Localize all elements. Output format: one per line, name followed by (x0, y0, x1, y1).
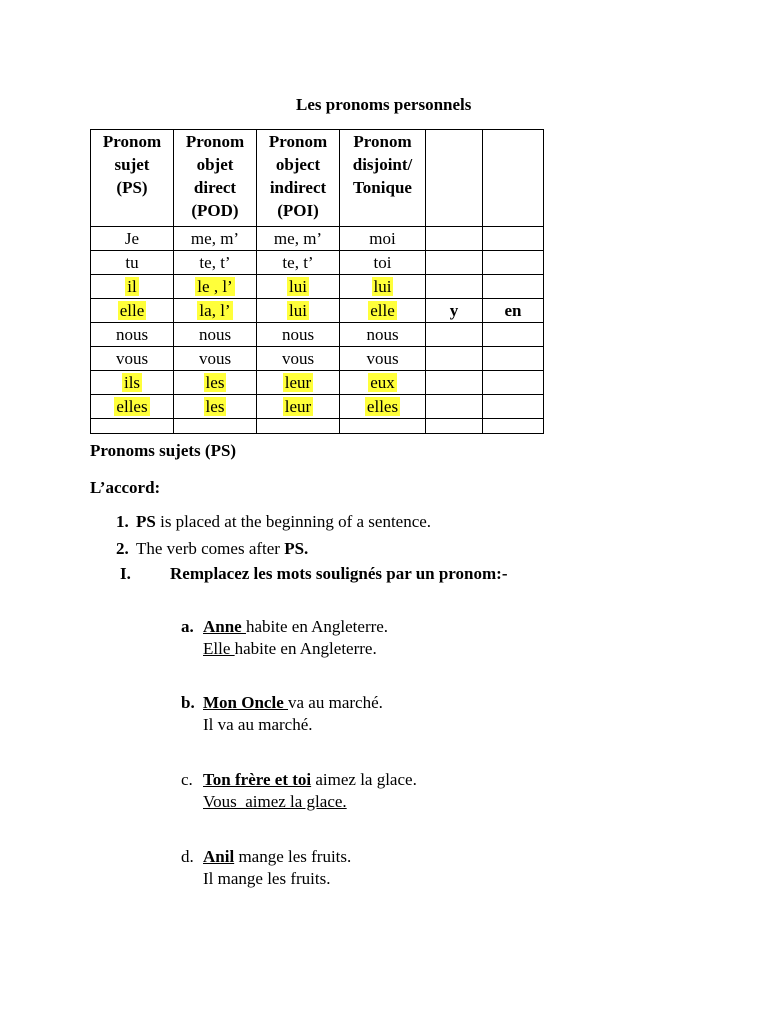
header-subject-pronoun: Pronom sujet (PS) (91, 130, 174, 227)
table-cell: Je (91, 227, 174, 251)
highlighted-text: il (127, 277, 137, 296)
table-cell (426, 251, 483, 275)
table-cell (91, 419, 174, 434)
pronoun-table (90, 129, 544, 434)
table-cell (426, 323, 483, 347)
table-row-empty (91, 419, 544, 434)
rule-text: is placed at the beginning of a sentence. (155, 512, 432, 531)
item-rest: habite en Angleterre. (245, 617, 389, 636)
table-cell: tu (91, 251, 174, 275)
item-letter: c. (181, 770, 193, 789)
item-answer: Vous aimez la glace. (203, 792, 347, 811)
highlighted-text: la, l’ (199, 301, 231, 320)
rule-number: 1. (116, 512, 129, 531)
rule-text: The verb comes after (136, 539, 285, 558)
highlighted-text: lui (289, 277, 307, 296)
table-cell (174, 371, 257, 395)
table-cell: en (483, 299, 544, 323)
item-letter: d. (181, 847, 194, 866)
table-cell: nous (340, 323, 426, 347)
item-answer: Il mange les fruits. (203, 869, 331, 888)
highlighted-text: lui (289, 301, 307, 320)
table-cell (483, 371, 544, 395)
table-cell (426, 395, 483, 419)
table-cell (483, 323, 544, 347)
table-cell: nous (257, 323, 340, 347)
header-empty-y (426, 130, 483, 227)
page-title: Les pronoms personnels (296, 95, 472, 114)
table-row (91, 395, 544, 419)
table-cell (340, 299, 426, 323)
table-cell: vous (340, 347, 426, 371)
table-cell: me, m’ (257, 227, 340, 251)
highlighted-text: elle (119, 301, 145, 320)
highlighted-text: leur (284, 373, 312, 392)
highlighted-text: ils (123, 373, 141, 392)
table-cell: vous (174, 347, 257, 371)
rule-number: 2. (116, 539, 129, 558)
exercise-instruction: Remplacez les mots soulignés par un pronom:- (170, 564, 508, 583)
table-cell: nous (91, 323, 174, 347)
table-row (91, 347, 544, 371)
table-cell (483, 251, 544, 275)
highlighted-text: le , l’ (197, 277, 233, 296)
table-cell: te, t’ (257, 251, 340, 275)
table-row (91, 275, 544, 299)
table-cell (174, 275, 257, 299)
item-letter: b. (181, 693, 195, 712)
table-cell (483, 419, 544, 434)
section-heading-subjects: Pronoms sujets (PS) (90, 441, 237, 460)
table-row (91, 371, 544, 395)
item-subject: Anil (203, 847, 235, 866)
table-cell (426, 419, 483, 434)
table-cell (426, 347, 483, 371)
table-row (91, 227, 544, 251)
table-cell (340, 275, 426, 299)
item-rest: aimez la glace. (311, 770, 417, 789)
highlighted-text: elles (366, 397, 399, 416)
highlighted-text: les (205, 373, 225, 392)
table-cell (340, 395, 426, 419)
table-cell (483, 347, 544, 371)
table-row (91, 323, 544, 347)
table-cell (257, 371, 340, 395)
table-cell (340, 371, 426, 395)
table-cell (174, 299, 257, 323)
table-cell (91, 371, 174, 395)
header-indirect-object: Pronom object indirect (POI) (257, 130, 340, 227)
answer-pronoun: Elle (203, 639, 235, 658)
highlighted-text: les (205, 397, 225, 416)
table-cell: te, t’ (174, 251, 257, 275)
table-cell (257, 395, 340, 419)
item-letter: a. (181, 617, 194, 636)
table-cell (174, 419, 257, 434)
exercise-item-c (181, 770, 417, 812)
table-cell (483, 275, 544, 299)
header-direct-object: Pronom objet direct (POD) (174, 130, 257, 227)
exercise-number: I. (120, 564, 131, 583)
exercise-item-b (181, 693, 383, 735)
table-cell (483, 227, 544, 251)
table-cell: me, m’ (174, 227, 257, 251)
table-header-row (91, 130, 544, 227)
table-cell: vous (91, 347, 174, 371)
item-subject: Ton frère et toi (203, 770, 312, 789)
table-cell (340, 419, 426, 434)
header-disjoint-tonic: Pronom disjoint/ Tonique (340, 130, 426, 227)
table-row (91, 251, 544, 275)
highlighted-text: elles (116, 397, 148, 416)
item-rest: mange les fruits. (234, 847, 352, 866)
table-cell (426, 371, 483, 395)
table-cell (483, 395, 544, 419)
highlighted-text: elle (370, 301, 395, 320)
table-cell: y (426, 299, 483, 323)
table-cell: nous (174, 323, 257, 347)
table-cell: moi (340, 227, 426, 251)
rule-bold: PS (136, 512, 156, 531)
table-cell (91, 395, 174, 419)
item-subject: Mon Oncle (203, 693, 288, 712)
item-answer (203, 639, 388, 659)
exercise-item-d (181, 847, 351, 889)
item-subject: Anne (203, 617, 246, 636)
table-cell (426, 227, 483, 251)
table-cell: vous (257, 347, 340, 371)
highlighted-text: leur (284, 397, 312, 416)
section-heading-accord: L’accord: (90, 478, 161, 497)
item-answer: Il va au marché. (203, 715, 313, 734)
table-cell (257, 419, 340, 434)
header-empty-en (483, 130, 544, 227)
answer-rest: habite en Angleterre. (234, 639, 377, 658)
table-cell: toi (340, 251, 426, 275)
highlighted-text: lui (373, 277, 392, 296)
rule-bold: PS. (284, 539, 309, 558)
item-rest: va au marché. (288, 693, 383, 712)
table-cell (91, 275, 174, 299)
table-cell (257, 299, 340, 323)
table-cell (91, 299, 174, 323)
rule-item (116, 539, 308, 559)
rule-item (116, 512, 431, 532)
table-cell (426, 275, 483, 299)
table-cell (174, 395, 257, 419)
highlighted-text: eux (370, 373, 395, 392)
table-cell (257, 275, 340, 299)
exercise-item-a (181, 617, 388, 659)
exercise-heading (120, 564, 508, 584)
table-row (91, 299, 544, 323)
